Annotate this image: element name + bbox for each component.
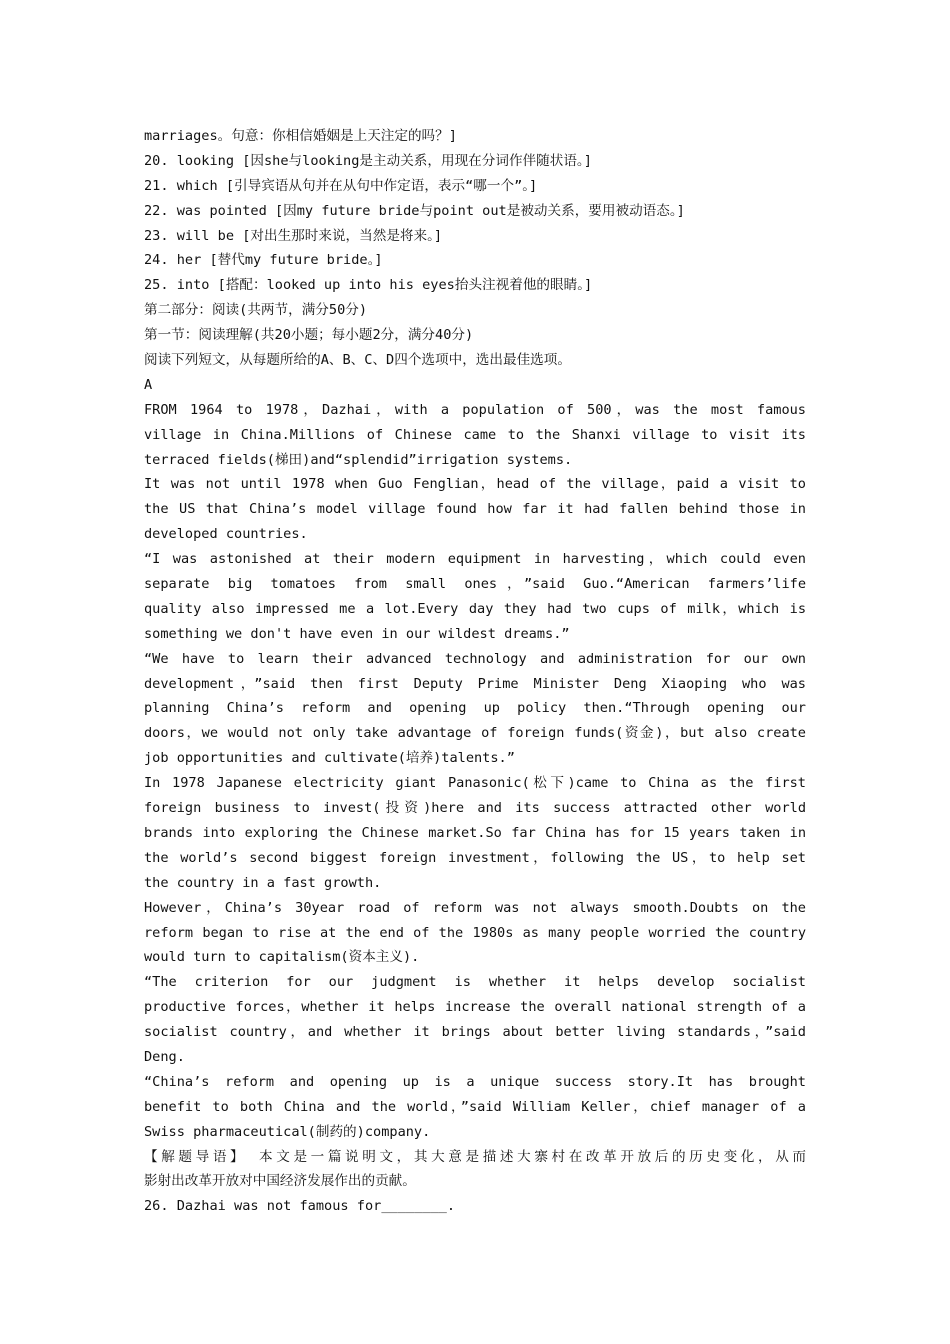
text-line: marriages。句意：你相信婚姻是上天注定的吗？] (144, 128, 457, 144)
text-line: 23. will be [对出生那时来说，当然是将来。] (144, 227, 443, 244)
text-line: brands into exploring the Chinese market.So far China has for 15 years taken in (144, 824, 806, 841)
text-line: job opportunities and cultivate(培养)talents.” (144, 750, 515, 767)
text-line: quality also impressed me a lot.Every day they had two cups of milk，which is (144, 600, 806, 617)
text-line: 第一节：阅读理解(共20小题；每小题2分，满分40分) (144, 327, 474, 344)
text-line: It was not until 1978 when Guo Fenglian，head of the village，paid a visit to (144, 476, 806, 493)
text-line: planning China’s reform and opening up policy then.“Through opening our (144, 700, 806, 717)
text-line: Swiss pharmaceutical(制药的)company. (144, 1123, 431, 1140)
text-line: “I was astonished at their modern equipment in harvesting，which could even (144, 551, 806, 568)
text-line: would turn to capitalism(资本主义). (144, 949, 420, 966)
text-line: foreign business to invest(投资)here and its success attracted other world (144, 800, 806, 817)
text-line: Deng. (144, 1048, 185, 1065)
text-line: 22. was pointed [因my future bride与point out是被动关系，要用被动语态。] (144, 202, 685, 219)
text-line: terraced fields(梯田)and“splendid”irrigation systems. (144, 451, 573, 468)
text-line: socialist country，and whether it brings about better living standards，”said (144, 1024, 806, 1041)
text-line: “The criterion for our judgment is whether it helps develop socialist (144, 974, 806, 991)
text-line: development，”said then first Deputy Prime Minister Deng Xiaoping who was (144, 675, 806, 692)
text-line: However，China’s 30year road of reform was not always smooth.Doubts on the (144, 899, 806, 916)
text-line: reform began to rise at the end of the 1980s as many people worried the country (144, 924, 806, 941)
text-line: 26. Dazhai was not famous for________. (144, 1198, 455, 1215)
text-line: “We have to learn their advanced technology and administration for our own (144, 650, 806, 667)
text-line: In 1978 Japanese electricity giant Panasonic(松下)came to China as the first (144, 775, 806, 792)
text-line: 25. into [搭配：looked up into his eyes抬头注视着他的眼睛。] (144, 277, 593, 294)
text-line: A (144, 376, 153, 393)
text-line: FROM 1964 to 1978，Dazhai，with a population of 500，was the most famous (144, 401, 806, 418)
text-line: the US that China’s model village found how far it had fallen behind those in (144, 501, 806, 518)
text-line: developed countries. (144, 526, 308, 543)
text-line: 【解题导语】 本文是一篇说明文，其大意是描述大寨村在改革开放后的历史变化，从而 (144, 1148, 806, 1165)
text-line: the world’s second biggest foreign investment，following the US，to help set (144, 849, 806, 866)
text-line: 第二部分：阅读(共两节，满分50分) (144, 302, 368, 319)
text-line: something we don't have even in our wildest dreams.” (144, 625, 570, 642)
text-line: productive forces，whether it helps increase the overall national strength of a (144, 999, 806, 1016)
text-line: separate big tomatoes from small ones，”said Guo.“American farmers’life (144, 576, 806, 593)
text-line: 24. her [替代my future bride。] (144, 252, 383, 269)
text-line: 影射出改革开放对中国经济发展作出的贡献。 (144, 1173, 416, 1190)
text-line: 20. looking [因she与looking是主动关系，用现在分词作伴随状语。] (144, 152, 592, 169)
text-line: the country in a fast growth. (144, 874, 382, 891)
text-line: “China’s reform and opening up is a unique success story.It has brought (144, 1073, 806, 1090)
text-line: 阅读下列短文，从每题所给的A、B、C、D四个选项中，选出最佳选项。 (144, 352, 571, 369)
document-page (144, 124, 806, 1219)
text-line: village in China.Millions of Chinese came to the Shanxi village to visit its (144, 426, 806, 443)
text-line: 21. which [引导宾语从句并在从句中作定语，表示“哪一个”。] (144, 177, 538, 194)
text-line: doors，we would not only take advantage of foreign funds(资金)，but also create (144, 725, 806, 742)
text-line: benefit to both China and the world，”said William Keller，chief manager of a (144, 1098, 806, 1115)
